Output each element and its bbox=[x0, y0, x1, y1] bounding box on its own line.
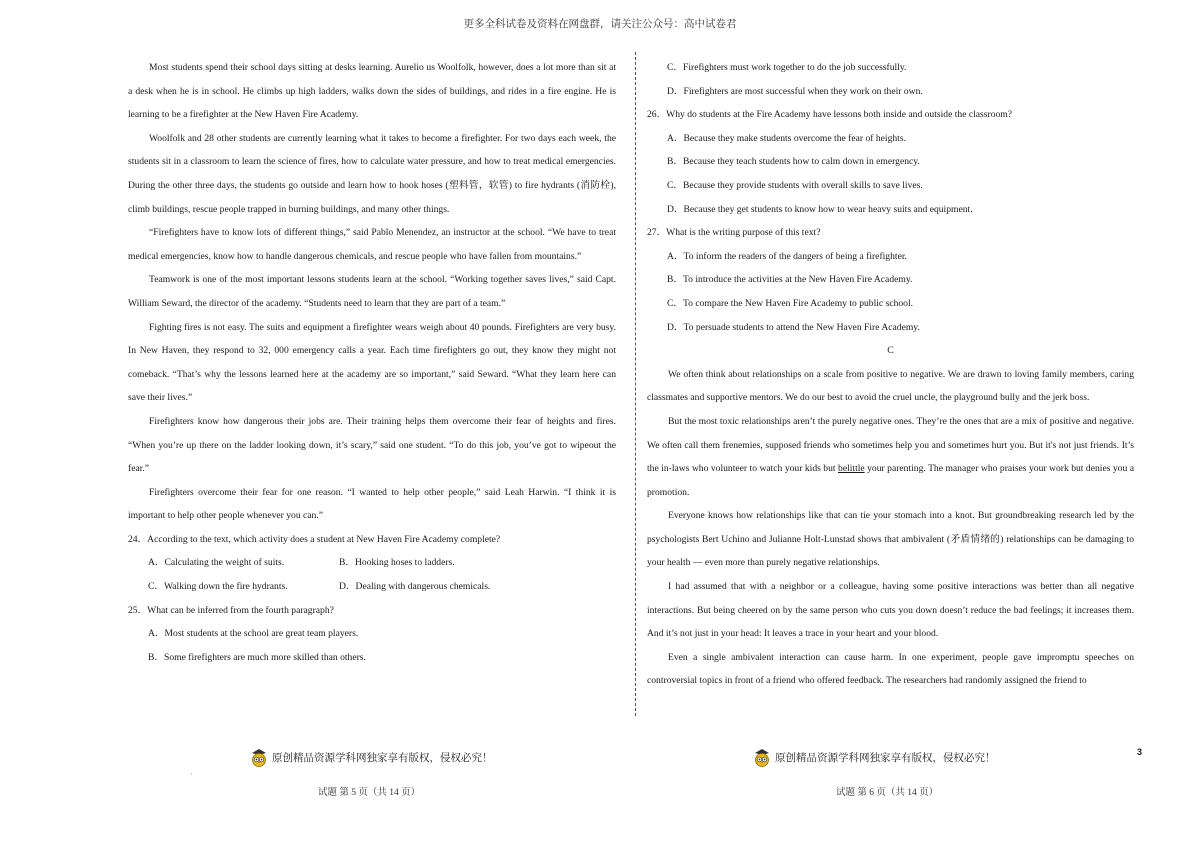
option-25-c: C．Firefighters must work together to do the job successfully. bbox=[667, 62, 907, 73]
passage-paragraph bbox=[647, 410, 1134, 504]
copyright-text: 原创精品资源学科网独家享有版权，侵权必究！ bbox=[775, 752, 996, 764]
passage-paragraph: Woolfolk and 28 other students are currently learning what it takes to become a firefighter. For two days each week, the students sit in a classroom to learn the science of fires, how to calculate water pressure, and how to treat medical emergencies. During the other three days, the students go outside and learn how to hook hoses (塑料管，软管) to fire hydrants (消防栓), climb buildings, rescue people trapped in burning buildings, and many other things. bbox=[128, 132, 616, 215]
underlined-word: belittle bbox=[838, 463, 865, 475]
option-26-c: C．Because they provide students with overall skills to save lives. bbox=[667, 179, 923, 191]
stray-mark: ' bbox=[191, 773, 193, 779]
option-27-b: B．To introduce the activities at the New Haven Fire Academy. bbox=[667, 274, 913, 286]
passage-paragraph: Firefighters know how dangerous their jobs are. Their training helps them overcome their fear of heights and fires. “When you’re up there on the ladder looking down, it’s scary,” said one student. “To do this job, you’ve got to wipeout the fear.” bbox=[128, 415, 616, 475]
paragraph-text: your parenting. The manager who praises your work but denies you a promotion. bbox=[647, 463, 1134, 498]
copyright-notice-right bbox=[752, 747, 996, 767]
passage-paragraph: Firefighters overcome their fear for one reason. “I wanted to help other people,” said Leah Harwin. “I think it is important to help other people whenever you can.” bbox=[128, 486, 616, 522]
owl-logo-icon bbox=[249, 747, 269, 767]
option-24-b: B．Hooking hoses to ladders. bbox=[339, 557, 455, 569]
question-27: 27．What is the writing purpose of this text? bbox=[647, 227, 821, 239]
page-header: 更多全科试卷及资料在网盘群，请关注公众号：高中试卷君 bbox=[463, 19, 737, 30]
page-number-right: 试题 第 6 页（共 14 页） bbox=[836, 788, 939, 798]
option-26-a: A．Because they make students overcome the fear of heights. bbox=[667, 132, 906, 144]
question-24: 24．According to the text, which activity does a student at New Haven Fire Academy complete? bbox=[128, 533, 501, 545]
passage-paragraph: Everyone knows how relationships like that can tie your stomach into a knot. But groundbreaking research led by the psychologists Bert Uchino and Julianne Holt-Lunstad shows that ambivalent (矛盾情绪的) relationships can be damaging to your health — even more than purely negative relationships. bbox=[647, 510, 1134, 569]
option-27-a: A．To inform the readers of the dangers of being a firefighter. bbox=[667, 250, 907, 262]
owl-logo-icon bbox=[752, 747, 772, 767]
question-26: 26．Why do students at the Fire Academy have lessons both inside and outside the classroom? bbox=[647, 109, 1013, 121]
right-column bbox=[647, 56, 1134, 693]
left-column bbox=[128, 56, 616, 669]
option-25-d: D．Firefighters are most successful when they work on their own. bbox=[667, 85, 923, 97]
passage-paragraph: “Firefighters have to know lots of different things,” said Pablo Menendez, an instructor at the school. “We have to treat medical emergencies, know how to handle dangerous chemicals, and rescue people who have fallen from mountains.” bbox=[128, 227, 616, 262]
passage-paragraph: Even a single ambivalent interaction can cause harm. In one experiment, people gave impromptu speeches on controversial topics in front of a friend who offered feedback. The researchers had randomly assigned the friend to bbox=[647, 651, 1134, 687]
question-25: 25．What can be inferred from the fourth paragraph? bbox=[128, 604, 334, 616]
passage-paragraph: We often think about relationships on a scale from positive to negative. We are drawn to loving family members, caring classmates and supportive mentors. We do our best to avoid the cruel uncle, the playground bully and the jerk boss. bbox=[647, 368, 1134, 404]
option-27-c: C．To compare the New Haven Fire Academy to public school. bbox=[667, 297, 914, 309]
question-24-options-row-2 bbox=[128, 575, 616, 599]
copyright-notice-left bbox=[249, 747, 493, 767]
paragraph-text: But the most toxic relationships aren’t the purely negative ones. They’re the ones that are a mix of positive and negative. We often call them frenemies, supposed friends who sometimes help you and sometimes hurt you. But it's not just friends. It’s the in-laws who volunteer to watch your kids but bbox=[647, 415, 1134, 475]
passage-paragraph: Teamwork is one of the most important lessons students learn at the school. “Working together saves lives,” said Capt. William Seward, the director of the academy. “Students need to learn that they are part of a team.” bbox=[128, 274, 616, 309]
passage-paragraph: Most students spend their school days sitting at desks learning. Aurelio us Woolfolk, however, does a lot more than sit at a desk when he is in school. He climbs up high ladders, walks down the sides of buildings, and rides in a fire engine. He is learning to be a firefighter at the New Haven Fire Academy. bbox=[128, 62, 616, 121]
corner-page-number: 3 bbox=[1137, 747, 1143, 757]
page-number-left: 试题 第 5 页（共 14 页） bbox=[318, 788, 421, 798]
option-25-a: A．Most students at the school are great team players. bbox=[148, 628, 359, 640]
section-heading: C bbox=[887, 345, 894, 357]
column-divider bbox=[635, 52, 636, 716]
copyright-text: 原创精品资源学科网独家享有版权，侵权必究！ bbox=[272, 752, 493, 764]
option-24-d: D．Dealing with dangerous chemicals. bbox=[339, 581, 491, 593]
option-24-c: C．Walking down the fire hydrants. bbox=[148, 581, 288, 593]
option-25-b: B．Some firefighters are much more skilled than others. bbox=[148, 651, 366, 663]
question-24-options-row-1 bbox=[128, 551, 616, 575]
passage-paragraph: I had assumed that with a neighbor or a colleague, having some positive interactions was better than all negative interactions. But being cheered on by the same person who cuts you down doesn’t reduce the bad feelings; it increases them. And it’s not just in your head: It leaves a trace in your heart and your blood. bbox=[647, 581, 1134, 640]
passage-paragraph: Fighting fires is not easy. The suits and equipment a firefighter wears weigh about 40 pounds. Firefighters are very busy. In New Haven, they respond to 32, 000 emergency calls a year. Each time firefighters go out, they know they might not comeback. “That’s why the lessons learned here at the academy are so important,” said Seward. “What they learn here can save their lives.” bbox=[128, 321, 616, 404]
option-27-d: D．To persuade students to attend the New Haven Fire Academy. bbox=[667, 321, 920, 333]
option-26-d: D．Because they get students to know how to wear heavy suits and equipment. bbox=[667, 203, 973, 215]
option-26-b: B．Because they teach students how to calm down in emergency. bbox=[667, 156, 920, 168]
option-24-a: A．Calculating the weight of suits. bbox=[148, 557, 285, 569]
